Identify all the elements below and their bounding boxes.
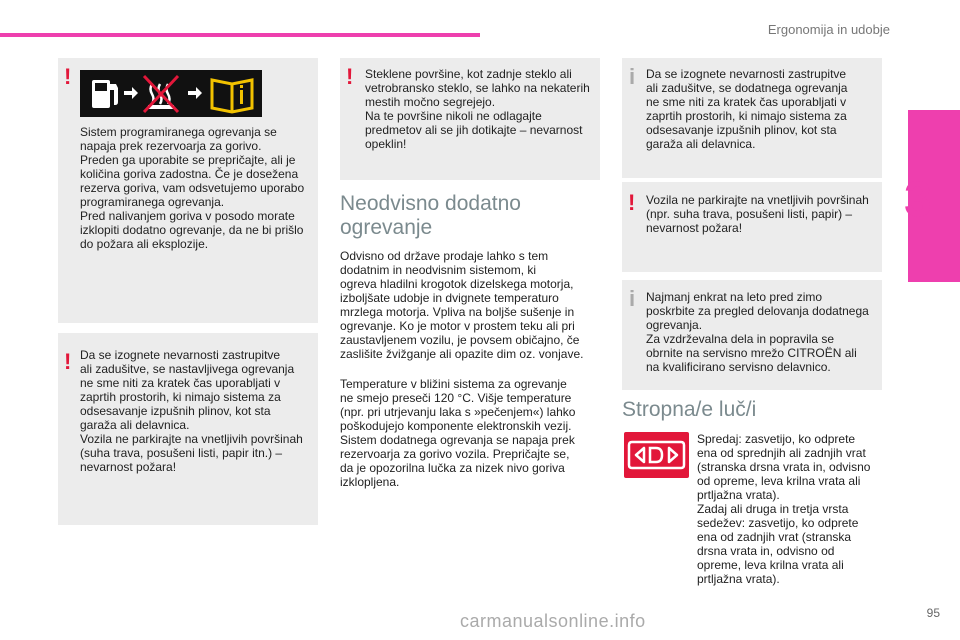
heading-ceiling-lights: Stropna/e luč/i <box>622 398 757 421</box>
ceiling-light-text: Spredaj: zasvetijo, ko odprete ena od sprednjih ali zadnjih vrat (stranska drsna vrata in, odvisno od opreme, leva krilna vrata ali prtljažna vrata). Zadaj ali druga in tretja vrsta sedežev: zasvetijo, ko odprete ena od zadnjih vrat (stranska drsna vrata in, odvisno od opreme, leva krilna vrata ali prtljažna vrata). <box>697 432 871 586</box>
warning-mark: ! <box>346 64 354 89</box>
fuel-pump-icon <box>92 80 118 108</box>
section-title: Ergonomija in udobje <box>767 22 890 37</box>
crossed-heater-icon <box>144 76 178 112</box>
heading-auxiliary-heating: Neodvisno dodatno ogrevanje <box>340 192 521 239</box>
info-text-poisoning: Da se izognete nevarnosti zastrupitve ali zadušitve, se dodatnega ogrevanja ne sme niti za kratek čas uporabljati v zaprtih prostorih, ki nimajo sistema za odsesavanje izpušnih plinov, kot sta garaža ali delavnica. <box>646 67 848 151</box>
warning-text-glass: Steklene površine, kot zadnje steklo ali vetrobransko steklo, se lahko na nekaterih mestih močno segrejejo. Na te površine nikoli ne odlagajte predmetov ali se jih dotikajte – nevarnost opeklin! <box>365 67 590 151</box>
ceiling-light-icon <box>624 432 689 478</box>
warning-text-poisoning: Da se izognete nevarnosti zastrupitve ali zadušitve, se nastavljivega ogrevanja ne sme niti za kratek čas uporabljati v zaprtih prostorih, ki nimajo sistema za odsesavanje izpušnih plinov, kot sta garaža ali delavnica. Vozila ne parkirajte na vnetljivih površinah (suha trava, posušeni listi, papir itn.) – nevarnost požara! <box>80 348 303 474</box>
paragraph-heating-temperature: Temperature v bližini sistema za ogrevanje ne smejo preseči 120 °C. Višje temperature (npr. pri utrjevanju laka s »pečenjem«) lahko poškodujejo komponente elektronskih vezij. Sistem dodatnega ogrevanja se napaja prek rezervoarja za gorivo vozila. Prepričajte se, da je opozorilna lučka za nizek nivo goriva izklopljena. <box>340 377 576 489</box>
chapter-number: 3 <box>904 171 932 227</box>
page-number: 95 <box>926 606 940 620</box>
heater-icon-strip <box>80 70 262 117</box>
arrow-right-icon <box>124 87 138 99</box>
warning-text-fuel: Sistem programiranega ogrevanja se napaja prek rezervoarja za gorivo. Preden ga uporabite se prepričajte, ali je količina goriva zadostna. Če je dosežena rezerva goriva, vam odsvetujemo uporabo programiranega ogrevanja. Pred nalivanjem goriva v posodo morate izklopiti dodatno ogrevanje, da ne bi prišlo do požara ali eksplozije. <box>80 125 305 251</box>
warning-mark: ! <box>64 349 72 374</box>
info-mark: i <box>629 64 636 89</box>
warning-mark: ! <box>64 64 72 89</box>
info-mark: i <box>629 286 636 311</box>
watermark: carmanualsonline.info <box>460 611 646 631</box>
info-text-maintenance: Najmanj enkrat na leto pred zimo poskrbite za pregled delovanja dodatnega ogrevanja. Za vzdrževalna dela in popravila se obrnite na servisno mrežo CITROËN ali na kvalificirano servisno delavnico. <box>646 290 869 374</box>
warning-mark: ! <box>628 190 636 215</box>
manual-book-icon <box>212 80 252 112</box>
paragraph-heating-intro: Odvisno od države prodaje lahko s tem dodatnim in neodvisnim sistemom, ki ogreva hladilni krogotok dizelskega motorja, izboljšate udobje in dvignete temperaturo mrzlega motorja. Vpliva na boljše sušenje in ogrevanje. Ko je motor v prostem teku ali pri zaustavljenem vozilu, je povsem običajno, če zaslišite žvižganje ali opazite dim oz. vonjave. <box>340 249 584 361</box>
arrow-right-icon <box>188 87 202 99</box>
header-accent-bar <box>0 33 480 37</box>
warning-text-parking: Vozila ne parkirajte na vnetljivih površinah (npr. suha trava, posušeni listi, papir) – nevarnost požara! <box>646 193 869 235</box>
